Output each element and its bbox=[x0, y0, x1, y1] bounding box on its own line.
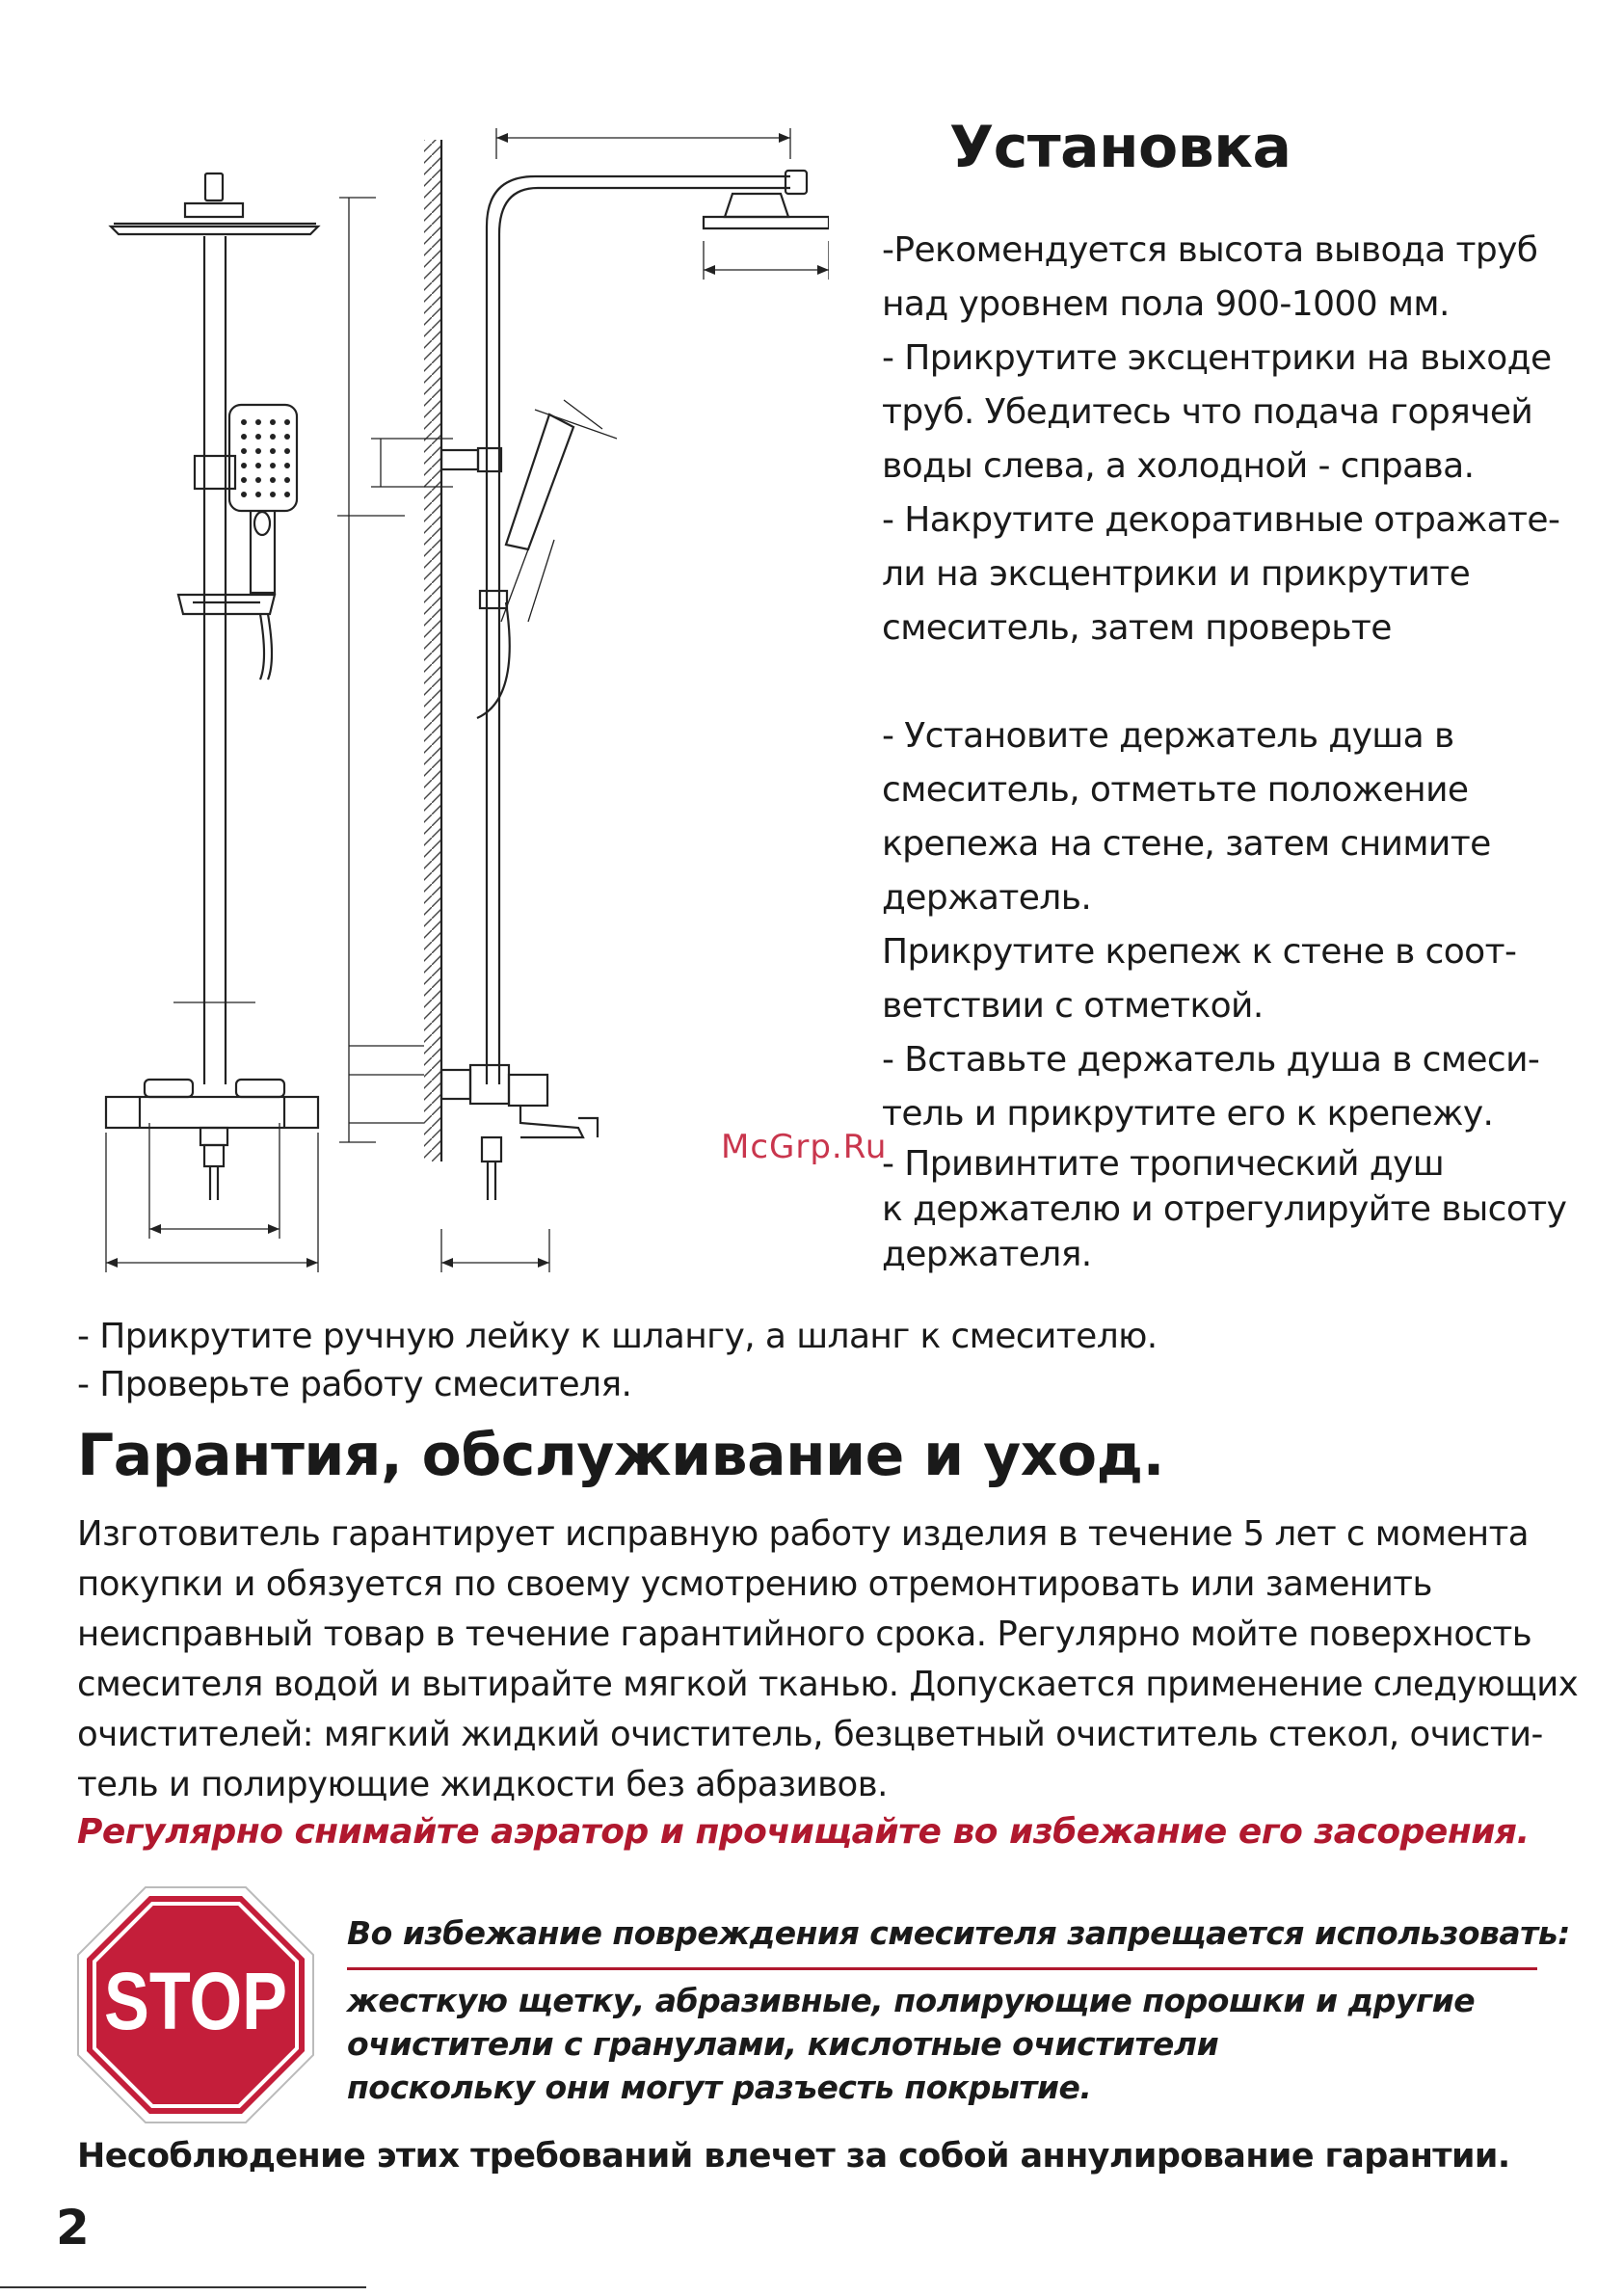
warranty-paragraph bbox=[77, 1509, 1581, 1810]
warning-line: поскольку они могут разъесть покрытие. bbox=[347, 2069, 1092, 2106]
shower-system-diagram bbox=[96, 120, 829, 1287]
install-step-line: Прикрутите крепеж к стене в соот- bbox=[882, 932, 1517, 972]
watermark: McGrp.Ru bbox=[721, 1128, 888, 1166]
install-step-line: ли на эксцентрики и прикрутите bbox=[882, 554, 1471, 594]
install-step-line: держателя. bbox=[882, 1235, 1092, 1274]
warning-line: очистители с гранулами, кислотные очистители bbox=[347, 2025, 1219, 2063]
side-view bbox=[337, 128, 829, 1272]
aerator-note: Регулярно снимайте аэратор и прочищайте во избежание его засорения. bbox=[77, 1812, 1530, 1852]
install-step-line: воды слева, а холодной - справа. bbox=[882, 446, 1475, 486]
warning-list bbox=[347, 1979, 1475, 2109]
footer-divider bbox=[0, 2286, 366, 2288]
install-step-line: тель и прикрутите его к крепежу. bbox=[882, 1094, 1494, 1134]
install-step-line: к держателю и отрегулируйте высоту bbox=[882, 1189, 1567, 1229]
stop-sign-text: STOP bbox=[104, 1956, 287, 2046]
warranty-line: очистителей: мягкий жидкий очиститель, безцветный очиститель стекол, очисти- bbox=[77, 1715, 1543, 1754]
install-step-line: - Установите держатель душа в bbox=[882, 716, 1454, 756]
warning-divider bbox=[347, 1967, 1537, 1970]
warranty-void-note: Несоблюдение этих требований влечет за собой аннулирование гарантии. bbox=[77, 2137, 1510, 2176]
install-step-line: - Вставьте держатель душа в смеси- bbox=[882, 1040, 1540, 1080]
install-step-line: крепежа на стене, затем снимите bbox=[882, 824, 1491, 864]
installation-title: Установка bbox=[949, 114, 1291, 181]
install-step-line: - Прикрутите эксцентрики на выходе bbox=[882, 338, 1552, 378]
warranty-line: Изготовитель гарантирует исправную работу изделия в течение 5 лет с момента bbox=[77, 1514, 1530, 1554]
install-step-line: - Проверьте работу смесителя. bbox=[77, 1365, 632, 1404]
warranty-line: смесителя водой и вытирайте мягкой тканью. Допускается применение следующих bbox=[77, 1665, 1579, 1704]
warranty-line: неисправный товар в течение гарантийного срока. Регулярно мойте поверхность bbox=[77, 1615, 1532, 1654]
install-step-line: смеситель, отметьте положение bbox=[882, 770, 1469, 810]
page-number: 2 bbox=[56, 2200, 90, 2256]
warranty-title: Гарантия, обслуживание и уход. bbox=[77, 1422, 1164, 1489]
installation-steps bbox=[882, 224, 1576, 1277]
warning-title: Во избежание повреждения смесителя запрещается использовать: bbox=[347, 1914, 1570, 1952]
install-step-line: - Накрутите декоративные отражате- bbox=[882, 500, 1560, 540]
install-step-line: держатель. bbox=[882, 878, 1092, 918]
install-step-line: над уровнем пола 900-1000 мм. bbox=[882, 284, 1450, 324]
install-step-line: -Рекомендуется высота вывода труб bbox=[882, 230, 1538, 270]
install-step-line: ветствии с отметкой. bbox=[882, 986, 1264, 1026]
warranty-line: тель и полирующие жидкости без абразивов. bbox=[77, 1765, 888, 1804]
install-step-line: - Привинтите тропический душ bbox=[882, 1144, 1445, 1184]
warning-line: жесткую щетку, абразивные, полирующие порошки и другие bbox=[347, 1982, 1476, 2019]
install-step-line: - Прикрутите ручную лейку к шлангу, а шланг к смесителю. bbox=[77, 1317, 1158, 1356]
warranty-line: покупки и обязуется по своему усмотрению отремонтировать или заменить bbox=[77, 1564, 1432, 1604]
installation-after-steps bbox=[77, 1313, 1158, 1409]
install-step-line: смеситель, затем проверьте bbox=[882, 608, 1392, 648]
stop-sign-icon bbox=[75, 1884, 316, 2125]
install-step-line: труб. Убедитесь что подача горячей bbox=[882, 392, 1533, 432]
front-view bbox=[106, 174, 318, 1272]
